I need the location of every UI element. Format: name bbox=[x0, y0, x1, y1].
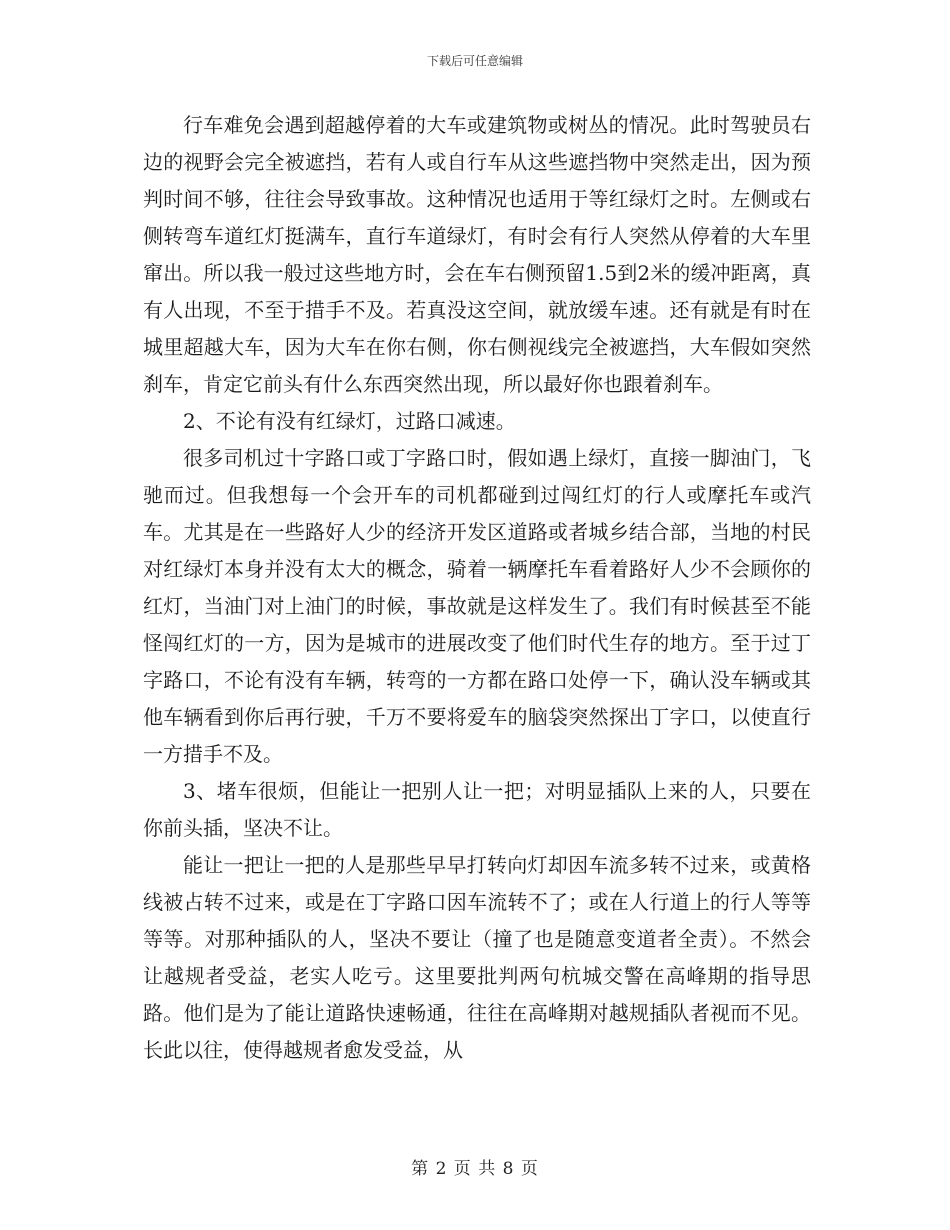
paragraph-yielding-and-queue-jumping: 能让一把让一把的人是那些早早打转向灯却因车流多转不过来，或黄格线被占转不过来，或是在丁字路口因车流转不了；或在人行道上的行人等等等等。对那种插队的人，坚决不要让（撞了也是随意变道者全责）。不然会让越规者受益，老实人吃亏。这里要批判两句杭城交警在高峰期的指导思路。他们是为了能让道路快速畅通，往往在高峰期对越规插队者视而不见。长此以往，使得越规者愈发受益，从 bbox=[143, 853, 811, 1062]
paragraph-overtaking-large-vehicles: 行车难免会遇到超越停着的大车或建筑物或树丛的情况。此时驾驶员右边的视野会完全被遮挡，若有人或自行车从这些遮挡物中突然走出，因为预判时间不够，往往会导致事故。这种情况也适用于等红绿灯之时。左侧或右侧转弯车道红灯挺满车，直行车道绿灯，有时会有行人突然从停着的大车里窜出。所以我一般过这些地方时，会在车右侧预留1.5到2米的缓冲距离，真有人出现，不至于措手不及。若真没这空间，就放缓车速。还有就是有时在城里超越大车，因为大车在你右侧，你右侧视线完全被遮挡，大车假如突然刹车，肯定它前头有什么东西突然出现，所以最好你也跟着刹车。 bbox=[143, 113, 811, 396]
page-header: 下载后可任意编辑 bbox=[426, 54, 523, 68]
heading-item-2: 2、不论有没有红绿灯，过路口减速。 bbox=[183, 409, 516, 433]
document-body bbox=[143, 107, 811, 1069]
page-number-footer: 第 2 页 共 8 页 bbox=[411, 1159, 539, 1179]
heading-item-3: 3、堵车很烦，但能让一把别人让一把；对明显插队上来的人，只要在你前头插，坚决不让。 bbox=[143, 779, 811, 840]
paragraph-intersection-slowdown: 很多司机过十字路口或丁字路口时，假如遇上绿灯，直接一脚油门，飞驰而过。但我想每一个会开车的司机都碰到过闯红灯的行人或摩托车或汽车。尤其是在一些路好人少的经济开发区道路或者城乡结合部，当地的村民对红绿灯本身并没有太大的概念，骑着一辆摩托车看着路好人少不会顾你的红灯，当油门对上油门的时候，事故就是这样发生了。我们有时候甚至不能怪闯红灯的一方，因为是城市的进展改变了他们时代生存的地方。至于过丁字路口，不论有没有车辆，转弯的一方都在路口处停一下，确认没车辆或其他车辆看到你后再行驶，千万不要将爱车的脑袋突然探出丁字口，以使直行一方措手不及。 bbox=[143, 446, 811, 766]
